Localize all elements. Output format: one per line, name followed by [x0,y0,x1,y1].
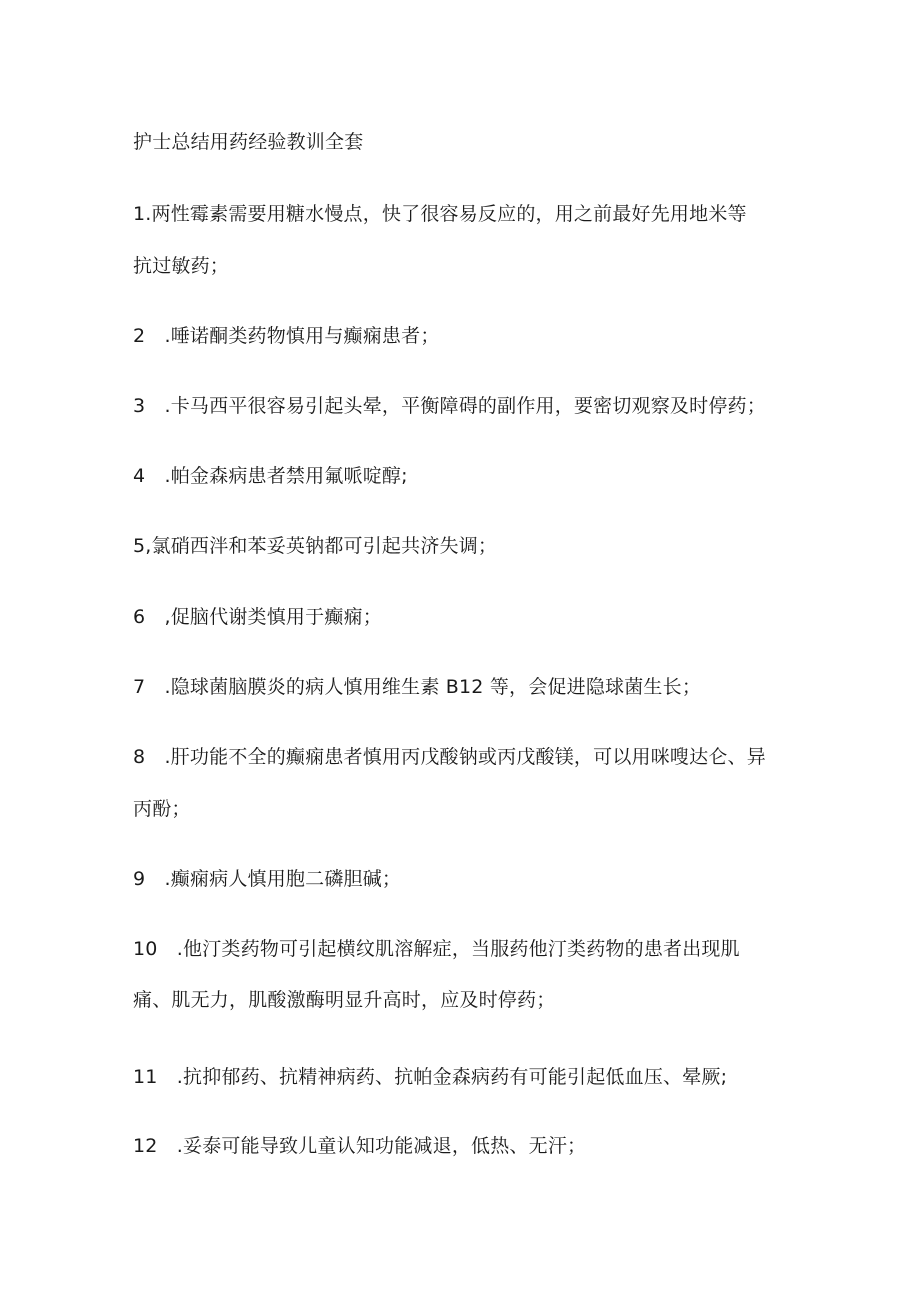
text-line-12: 12 .妥泰可能导致儿童认知功能减退，低热、无汗； [133,1135,587,1157]
text-line-9: 9 .癫痫病人慎用胞二磷胆碱； [133,868,402,890]
text-line-8: 8 .肝功能不全的癫痫患者慎用丙戊酸钠或丙戊酸镁，可以用咪嗖达仑、异 [133,746,766,768]
text-line-8-cont: 丙酚； [133,798,191,820]
document-title: 护士总结用药经验教训全套 [133,131,364,153]
text-line-5: 5,氯硝西泮和苯妥英钠都可引起共济失调； [133,535,498,557]
text-line-6: 6 ,促脑代谢类慎用于癫痫； [133,606,382,628]
text-line-4: 4 .帕金森病患者禁用氟哌啶醇; [133,465,408,487]
text-line-7: 7 .隐球菌脑膜炎的病人慎用维生素 B12 等，会促进隐球菌生长； [133,676,702,698]
text-line-3: 3 .卡马西平很容易引起头晕，平衡障碍的副作用，要密切观察及时停药； [133,395,766,417]
text-line-1-cont: 抗过敏药； [133,255,230,277]
text-line-10-cont: 痛、肌无力，肌酸激酶明显升高时，应及时停药； [133,989,556,1011]
text-line-11: 11 .抗抑郁药、抗精神病药、抗帕金森病药有可能引起低血压、晕厥; [133,1066,728,1088]
text-line-10: 10 .他汀类药物可引起横纹肌溶解症，当服药他汀类药物的患者出现肌 [133,938,740,960]
text-line-1: 1.两性霉素需要用糖水慢点，快了很容易反应的，用之前最好先用地米等 [133,203,747,225]
text-line-2: 2 .唾诺酮类药物慎用与癫痫患者； [133,325,440,347]
